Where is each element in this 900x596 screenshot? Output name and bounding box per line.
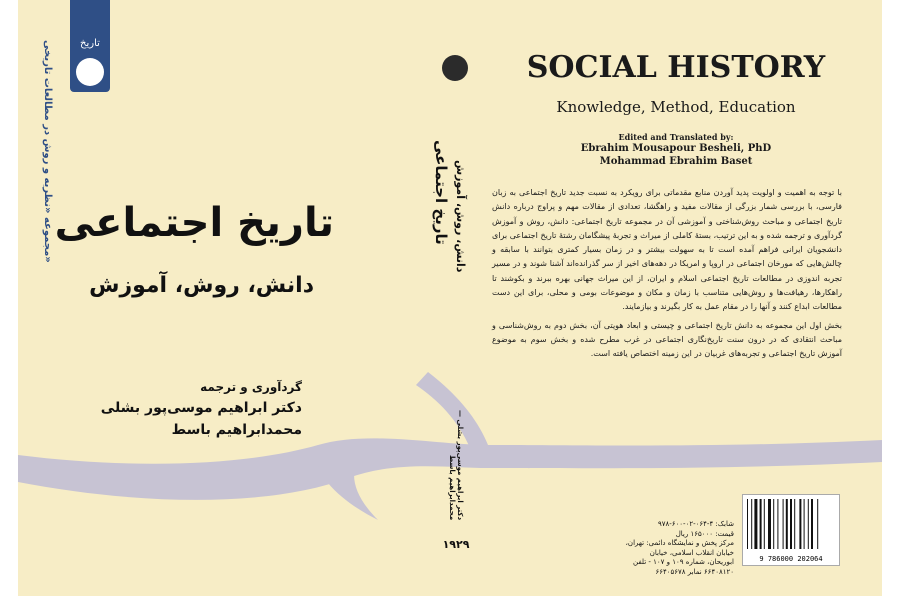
english-subtitle: Knowledge, Method, Education (556, 98, 796, 116)
english-title: SOCIAL HISTORY (526, 50, 826, 85)
english-credit-label: Edited and Translated by: (618, 132, 734, 142)
spine-subtitle: دانش، روش، آموزش (454, 160, 467, 273)
credit-label: گردآوری و ترجمه (200, 380, 302, 394)
blurb-paragraph-2: بخش اول این مجموعه به دانش تاریخ اجتماعی و چیستی و ابعاد هویتی آن، بخش دوم به روش‌شناسی و مباحث انتقادی که در درون سنت تاریخ‌نگاری اجتماعی در غرب مطرح شده و بخش سوم به موضوع آموزش تاریخ اجتماعی و تجربه‌های غربیان در این زمینه اختصاص یافته است. (492, 320, 842, 359)
blurb-paragraph-1: با توجه به اهمیت و اولویت پدید آوردن منابع مقدماتی برای رویکرد به نسبت جدید تاریخ اجتماعی به زبان فارسی، با بررسی شمار بزرگی از مقالات مفید و راهگشا، تعدادی از مقالات مهم و پراوج درباره دانش تاریخ اجتماعی و مباحث روش‌شناختی و آموزشی آن در مجموعه تاریخ اجتماعی: دانش، روش و آموزش گردآوری و ترجمه شده و به این ترتیب، بستهٔ کاملی از میراث و تجربهٔ پیشگامان رشتهٔ تاریخ اجتماعی برای دانشجویان ایرانی فراهم آمده است تا به سهولت بیشتر و در زمان بسیار کمتری بتوانند با سابقه و چالش‌هایی که مورخان اجتماعی در اروپا و امریکا در دهه‌های اخیر از سر گذرانده‌اند آشنا شوند و در مسیر تجربه اندوزی در مطالعات تاریخ اجتماعی اسلام و ایران، از این میراث جهانی بهره ببرند و بکوشند تا راهکارها، رهیافت‌ها و روش‌هایی متناسب با زمان و مکان و موضوعات بومی و محلی، برای این دست مطالعات ابداع کنند و آنها را در مقام عمل به کار بگیرند و بیازمایند. (492, 188, 842, 312)
persian-subtitle: دانش، روش، آموزش (89, 273, 314, 298)
spine-seal-icon (442, 55, 468, 81)
spine-authors: دکتر ابراهیم موسی‌پور بشلی — محمدابراهیم باسط (448, 409, 464, 520)
author-1: دکتر ابراهیم موسی‌پور بشلی (100, 400, 302, 416)
barcode-bars-icon (747, 499, 835, 549)
publisher-info (624, 520, 734, 577)
english-author-2: Mohammad Ebrahim Baset (599, 156, 753, 167)
publisher-seal-icon (76, 58, 104, 86)
spine-number: ۱۹۲۹ (442, 538, 470, 551)
english-author-1: Ebrahim Mousapour Besheli, PhD (580, 143, 772, 154)
english-credits (516, 132, 836, 168)
isbn: شابک: ۴-۰۶۴-۰۲-۶۰۰-۹۷۸ (657, 520, 734, 528)
series-tab-label: تاریخ (80, 38, 100, 49)
persian-credits (52, 380, 302, 438)
publisher-address: مرکز پخش و نمایشگاه دائمی: تهران، خیابان انقلاب اسلامی، خیابان ابوریحان، شماره ۱۰۹ و ۱۰۷ - تلفن ۶۶۴۰۸۱۲۰ نمابر ۶۶۴۰۵۶۷۸ (625, 539, 734, 576)
price: قیمت: ۱۶۵۰۰۰ ریال (675, 529, 734, 538)
back-blurb (492, 186, 842, 366)
author-2: محمدابراهیم باسط (171, 422, 302, 438)
series-tab (70, 0, 110, 92)
barcode-digits: 9 786000 202064 (759, 555, 823, 563)
series-title-vertical: مجموعه «نظریه و روش در مطالعات تاریخی» (42, 40, 53, 263)
book-cover (18, 0, 882, 596)
barcode (742, 494, 840, 566)
spine-title: تاریخ اجتماعی (432, 140, 450, 245)
persian-title: تاریخ اجتماعی (54, 200, 334, 246)
